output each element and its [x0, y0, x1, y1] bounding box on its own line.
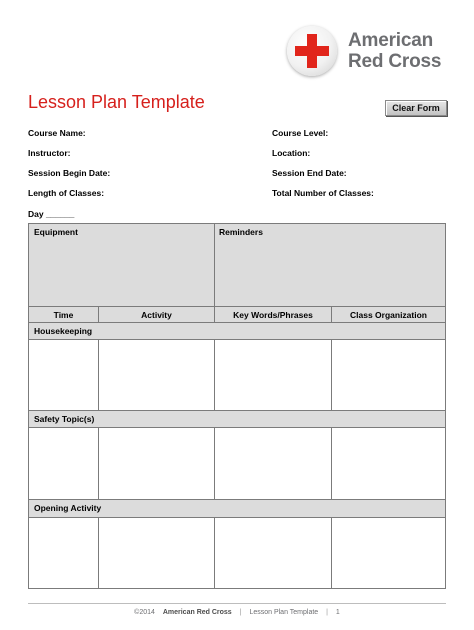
red-cross-icon — [287, 26, 337, 76]
column-header-class-organization: Class Organization — [350, 310, 427, 320]
equipment-label: Equipment — [34, 227, 78, 237]
course-level-field[interactable]: Course Level: — [272, 128, 329, 138]
logo-line-2: Red Cross — [348, 51, 442, 72]
footer-organization: American Red Cross — [162, 609, 232, 616]
page-footer: ©2014 American Red Cross | Lesson Plan Template | 1 — [134, 609, 340, 616]
section-opening-activity — [29, 500, 445, 517]
footer-copyright: ©2014 — [134, 609, 155, 616]
instructor-field[interactable]: Instructor: — [28, 148, 71, 158]
session-end-date-field[interactable]: Session End Date: — [272, 168, 347, 178]
footer-divider — [28, 603, 446, 604]
page-title: Lesson Plan Template — [28, 92, 205, 112]
column-header-key-words: Key Words/Phrases — [233, 310, 313, 320]
footer-document-name: Lesson Plan Template — [249, 609, 319, 616]
reminders-box[interactable] — [215, 224, 445, 306]
day-field[interactable]: Day ______ — [28, 209, 75, 219]
column-header-time: Time — [53, 310, 74, 320]
logo-line-1: American — [348, 30, 433, 51]
session-begin-date-field[interactable]: Session Begin Date: — [28, 168, 111, 178]
lesson-plan-table — [28, 223, 446, 589]
american-red-cross-logo — [287, 26, 452, 82]
reminders-label: Reminders — [219, 227, 263, 237]
footer-page-number: 1 — [335, 609, 340, 616]
length-of-classes-field[interactable]: Length of Classes: — [28, 188, 105, 198]
clear-form-button[interactable]: Clear Form — [385, 100, 447, 116]
course-name-field[interactable]: Course Name: — [28, 128, 86, 138]
section-label-opening-activity: Opening Activity — [34, 503, 102, 513]
logo-wordmark — [348, 30, 441, 72]
equipment-box[interactable] — [29, 224, 214, 306]
total-number-of-classes-field[interactable]: Total Number of Classes: — [272, 188, 374, 198]
column-header-activity: Activity — [141, 310, 172, 320]
section-housekeeping — [29, 323, 445, 339]
section-label-housekeeping: Housekeeping — [34, 326, 93, 336]
section-label-safety-topics: Safety Topic(s) — [34, 414, 95, 424]
section-safety-topics — [29, 411, 445, 427]
location-field[interactable]: Location: — [272, 148, 311, 158]
